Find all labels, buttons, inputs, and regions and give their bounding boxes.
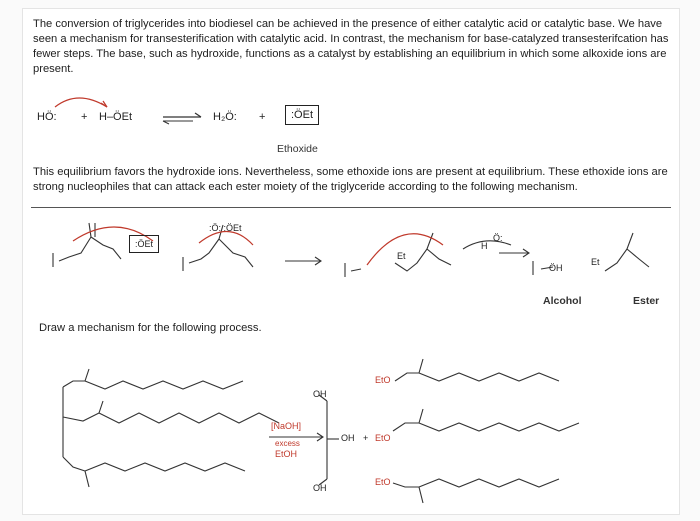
water-oxygen: Ö: bbox=[493, 233, 503, 243]
glycerol-oh-bottom: OH bbox=[313, 483, 327, 493]
equilibrium-paragraph: This equilibrium favors the hydroxide ions. Nevertheless, some ethoxide ions are present at equilibrium. These ethoxide ions are strong nucleophiles that can attack each ester moiety of the triglyceride according to the following mechanism. bbox=[33, 166, 668, 193]
question-text: Draw a mechanism for the following process. bbox=[39, 322, 262, 334]
reagent-naoh: [NaOH] bbox=[271, 421, 302, 431]
plus-sign-2: + bbox=[259, 111, 266, 123]
ethoxide-box: :ÖEt bbox=[285, 105, 319, 125]
ester-ethyl: Et bbox=[591, 257, 600, 267]
water-hydrogen: H bbox=[481, 241, 488, 251]
water: H₂Ö: bbox=[213, 111, 237, 123]
alcohol-oh: ÖH bbox=[549, 263, 563, 273]
tetrahedral-intermediate-label: :Ö: :ÖEt bbox=[209, 223, 242, 233]
ethyl-group: Et bbox=[397, 251, 406, 261]
plus-sign: + bbox=[81, 111, 88, 123]
glycerol-oh-middle: OH bbox=[341, 433, 355, 443]
reagent-etoh: EtOH bbox=[275, 449, 298, 459]
ethyl-ester-top: EtO bbox=[375, 375, 391, 385]
ester-label: Ester bbox=[633, 295, 660, 307]
ethoxide-label: Ethoxide bbox=[277, 143, 318, 155]
ethanol: H–ÖEt bbox=[99, 111, 133, 123]
content-card bbox=[22, 8, 680, 515]
hydroxide: HÖ: bbox=[37, 111, 57, 123]
reagent-excess: excess bbox=[275, 439, 300, 448]
glycerol-oh-top: OH bbox=[313, 389, 327, 399]
alcohol-label: Alcohol bbox=[543, 295, 582, 307]
section-divider bbox=[31, 207, 671, 208]
intro-paragraph: The conversion of triglycerides into biodiesel can be achieved in the presence of either catalytic acid or catalytic base. We have seen a mechanism for transesterification with catalytic acid. In contrast, the mechanism for base-catalyzed transesterifcation has fewer steps. The base, such as hydroxide, functions as a catalyst by establishing an equilibrium in which some alkoxide ions are present. bbox=[33, 18, 669, 75]
ethyl-ester-middle: EtO bbox=[375, 433, 391, 443]
ethyl-ester-bottom: EtO bbox=[375, 477, 391, 487]
plus-sign-products: + bbox=[363, 433, 369, 443]
ethoxide-nucleophile: :ÖEt bbox=[129, 235, 159, 253]
